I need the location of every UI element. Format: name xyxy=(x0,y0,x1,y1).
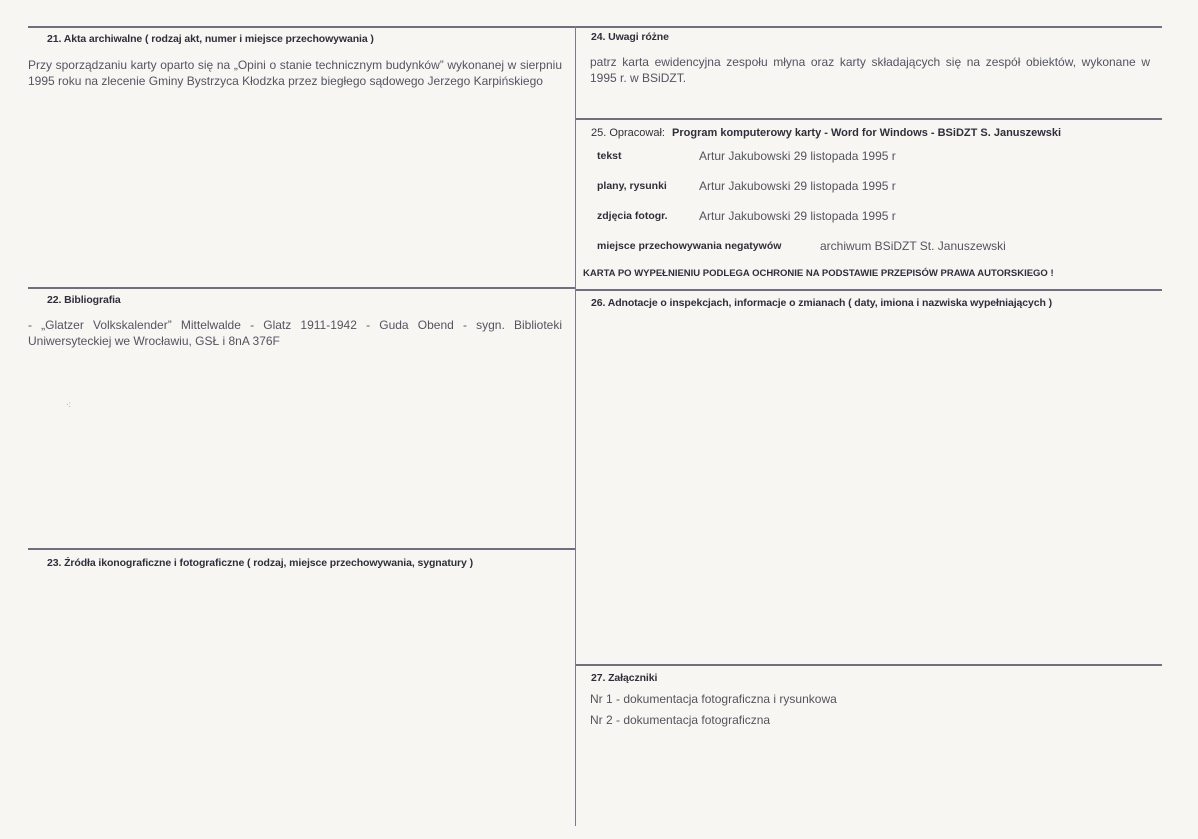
s27-item-2: Nr 2 - dokumentacja fotograficzna xyxy=(590,713,771,727)
section-25-title-label: 25. Opracował: xyxy=(591,127,665,139)
section-24-text: patrz karta ewidencyjna zespołu młyna oraz karty składających się na zespół obiektów, wykonane w 1995 r. w BSiDZT. xyxy=(590,55,1150,85)
section-22-title: 22. Bibliografia xyxy=(47,294,121,306)
section-22-text: - „Glatzer Volkskalender” Mittelwalde - Glatz 1911-1942 - Guda Obend - sygn. Biblioteki Uniwersyteckiej we Wrocławiu, GSŁ i 8nA 376F xyxy=(28,318,562,348)
s25-negatives-value: archiwum BSiDZT St. Januszewski xyxy=(820,239,1006,253)
s25-row-value-drawings: Artur Jakubowski 29 listopada 1995 r xyxy=(699,179,896,193)
section-21-title: 21. Akta archiwalne ( rodzaj akt, numer i miejsce przechowywania ) xyxy=(47,33,374,45)
s25-row-value-photos: Artur Jakubowski 29 listopada 1995 r xyxy=(699,209,896,223)
s25-row-label-text: tekst xyxy=(597,150,622,162)
rule-26 xyxy=(576,289,1162,291)
section-27-title: 27. Załączniki xyxy=(591,672,658,684)
section-26-title: 26. Adnotacje o inspekcjach, informacje o zmianach ( daty, imiona i nazwiska wypełniających ) xyxy=(591,297,1053,309)
rule-22 xyxy=(28,287,575,289)
s25-copyright-notice: KARTA PO WYPEŁNIENIU PODLEGA OCHRONIE NA PODSTAWIE PRZEPISÓW PRAWA AUTORSKIEGO ! xyxy=(583,268,1054,279)
s25-row-label-drawings: plany, rysunki xyxy=(597,180,667,192)
section-25-label xyxy=(591,127,1061,139)
top-rule xyxy=(28,26,1162,28)
rule-23 xyxy=(28,548,575,550)
s25-negatives-label: miejsce przechowywania negatywów xyxy=(597,240,782,252)
s25-row-label-photos: zdjęcia fotogr. xyxy=(597,210,668,222)
section-23-title: 23. Źródła ikonograficzne i fotograficzne ( rodzaj, miejsce przechowywania, sygnatury ) xyxy=(47,557,473,569)
rule-25 xyxy=(576,118,1162,120)
s27-item-1: Nr 1 - dokumentacja fotograficzna i rysunkowa xyxy=(590,692,837,706)
rule-27 xyxy=(576,664,1162,666)
section-25-title-value: Program komputerowy karty - Word for Windows - BSiDZT S. Januszewski xyxy=(672,127,1062,139)
section-24-title: 24. Uwagi różne xyxy=(591,31,669,43)
center-divider xyxy=(575,26,576,826)
s25-row-value-text: Artur Jakubowski 29 listopada 1995 r xyxy=(699,149,896,163)
section-21-text: Przy sporządzaniu karty oparto się na „Opini o stanie technicznym budynków” wykonanej w sierpniu 1995 roku na zlecenie Gminy Bystrzyca Kłodzka przez biegłego sądowego Jerzego Karpińskiego xyxy=(28,58,562,88)
stray-mark: ·: xyxy=(66,400,71,409)
